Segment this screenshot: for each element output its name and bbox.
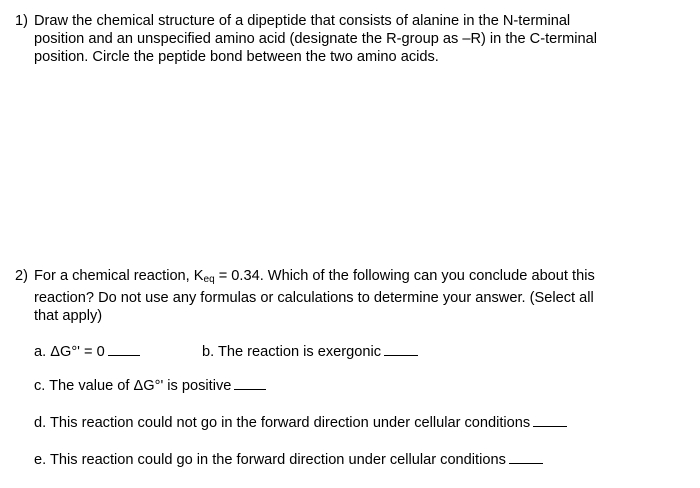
option-c xyxy=(34,377,266,395)
question-2-number: 2) xyxy=(15,268,28,284)
question-1-line-3: position. Circle the peptide bond between the two amino acids. xyxy=(34,49,439,65)
option-e-answer-blank[interactable] xyxy=(509,451,543,464)
option-c-answer-blank[interactable] xyxy=(234,377,266,390)
question-1-line-2: position and an unspecified amino acid (designate the R-group as –R) in the C-terminal xyxy=(34,31,597,47)
question-1-number: 1) xyxy=(15,13,28,29)
question-2-line-3: that apply) xyxy=(34,308,103,324)
option-b xyxy=(202,343,418,361)
option-a-text: a. ΔG°' = 0 xyxy=(34,344,105,360)
question-2 xyxy=(15,267,680,325)
option-c-text: c. The value of ΔG°' is positive xyxy=(34,378,232,394)
option-e xyxy=(34,451,543,469)
option-e-text: e. This reaction could go in the forward direction under cellular conditions xyxy=(34,452,506,468)
keq-subscript: eq xyxy=(203,274,215,285)
option-d xyxy=(34,414,567,432)
option-a xyxy=(34,343,140,361)
question-2-line-1: 2) For a chemical reaction, Keq = 0.34. Which of the following can you conclude about this xyxy=(15,268,595,285)
question-2-line-2: reaction? Do not use any formulas or calculations to determine your answer. (Select all xyxy=(34,290,594,306)
option-d-answer-blank[interactable] xyxy=(533,414,567,427)
option-d-text: d. This reaction could not go in the forward direction under cellular conditions xyxy=(34,415,531,431)
question-1-line-1: 1) Draw the chemical structure of a dipeptide that consists of alanine in the N-terminal xyxy=(15,13,571,29)
option-b-answer-blank[interactable] xyxy=(384,343,418,356)
option-a-answer-blank[interactable] xyxy=(108,343,140,356)
question-1 xyxy=(15,12,680,66)
option-b-text: b. The reaction is exergonic xyxy=(202,344,382,360)
